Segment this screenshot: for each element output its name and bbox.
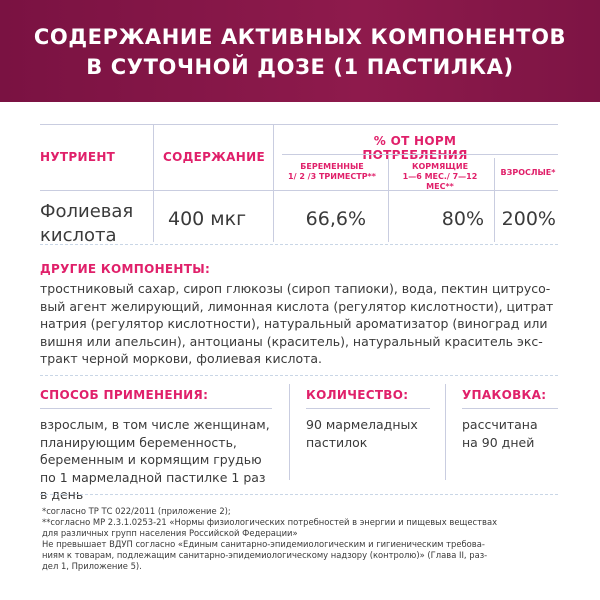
col-adults-header: ВЗРОСЛЫЕ*	[500, 168, 556, 177]
column-divider	[289, 384, 290, 480]
text-line: взрослым, в том числе женщинам,	[40, 417, 270, 432]
table-divider	[494, 158, 495, 242]
usage-title: СПОСОБ ПРИМЕНЕНИЯ:	[40, 388, 209, 402]
packaging-text	[462, 416, 562, 451]
pregnant-percent-value: 66,6%	[305, 208, 366, 230]
col-nutrient-header: НУТРИЕНТ	[40, 150, 116, 164]
footnote: Не превышает ВДУП согласно «Единым санитарно-эпидемиологическим и гигиеническим требова-	[42, 539, 485, 549]
text-line: тростниковый сахар, сироп глюкозы (сироп тапиоки), вода, пектин цитрусо-	[40, 281, 551, 296]
table-header-rule	[40, 190, 558, 191]
footnote: для различных групп населения Российской Федерации»	[42, 528, 298, 538]
percent-norms-header: % ОТ НОРМ ПОТРЕБЛЕНИЯ	[362, 134, 468, 162]
other-components-title: ДРУГИЕ КОМПОНЕНТЫ:	[40, 262, 211, 276]
text-line: в день	[40, 487, 84, 502]
adults-percent-value: 200%	[501, 208, 556, 230]
header-banner	[0, 0, 600, 102]
col-nursing-line1: КОРМЯЩИЕ	[411, 162, 469, 171]
footnote: *согласно ТР ТС 022/2011 (приложение 2);	[42, 506, 231, 516]
footnote: ниям к товарам, подлежащим санитарно-эпидемиологическому надзору (контролю)» (Глава II, раз-	[42, 550, 488, 560]
text-line: беременным и кормящим грудью	[40, 452, 262, 467]
quantity-text	[306, 416, 436, 451]
col-pregnant-header	[282, 162, 382, 182]
text-line: вишня или апельсин), антоцианы (краситель), натуральный краситель экс-	[40, 333, 543, 349]
packaging-title-rule	[462, 408, 558, 409]
page-title-line2: В СУТОЧНОЙ ДОЗЕ (1 ПАСТИЛКА)	[86, 55, 514, 79]
col-nursing-line2: 1—6 МЕС./ 7—12 МЕС**	[402, 172, 478, 191]
col-content-header: СОДЕРЖАНИЕ	[163, 150, 265, 164]
nutrient-content-value: 400 мкг	[168, 208, 247, 230]
text-line: тракт черной моркови, фолиевая кислота.	[40, 351, 323, 366]
col-pregnant-line1: БЕРЕМЕННЫЕ	[300, 162, 364, 171]
text-line: 90 мармеладных	[306, 417, 418, 432]
nutrient-name-line1: Фолиевая	[40, 201, 134, 222]
text-line: натрия (регулятор кислотности), натуральный ароматизатор (виноград или	[40, 316, 548, 331]
table-divider	[273, 124, 274, 242]
nursing-percent-value: 80%	[441, 208, 484, 230]
other-components-text	[40, 280, 560, 368]
text-line: на 90 дней	[462, 434, 535, 450]
quantity-title-rule	[306, 408, 430, 409]
section-rule	[40, 375, 558, 376]
table-bottom-rule	[40, 244, 558, 245]
table-divider	[388, 158, 389, 242]
text-line: рассчитана	[462, 417, 538, 432]
col-pregnant-line2: 1/ 2 /3 ТРИМЕСТР**	[288, 172, 376, 181]
table-top-rule	[40, 124, 558, 125]
text-line: пастилок	[306, 434, 368, 450]
table-divider	[153, 124, 154, 242]
usage-title-rule	[40, 408, 272, 409]
quantity-title: КОЛИЧЕСТВО:	[306, 388, 409, 402]
nutrient-name-line2: кислота	[40, 225, 117, 246]
nutrient-name	[40, 200, 133, 248]
text-line: по 1 мармеладной пастилке 1 раз	[40, 469, 266, 485]
text-line: вый агент желирующий, лимонная кислота (регулятор кислотности), цитрат	[40, 298, 554, 314]
text-line: планирующим беременность,	[40, 434, 237, 450]
footnote: **согласно МР 2.3.1.0253-21 «Нормы физиологических потребностей в энергии и пищевых веществах	[42, 517, 498, 527]
percent-header-rule	[282, 154, 558, 155]
usage-text	[40, 416, 275, 504]
page-title-line1: СОДЕРЖАНИЕ АКТИВНЫХ КОМПОНЕНТОВ	[33, 25, 567, 49]
footnote: дел 1, Приложение 5).	[42, 561, 142, 571]
packaging-title: УПАКОВКА:	[462, 388, 547, 402]
col-nursing-header	[390, 162, 490, 192]
section-rule	[40, 494, 558, 495]
column-divider	[445, 384, 446, 480]
footnotes	[42, 506, 562, 572]
